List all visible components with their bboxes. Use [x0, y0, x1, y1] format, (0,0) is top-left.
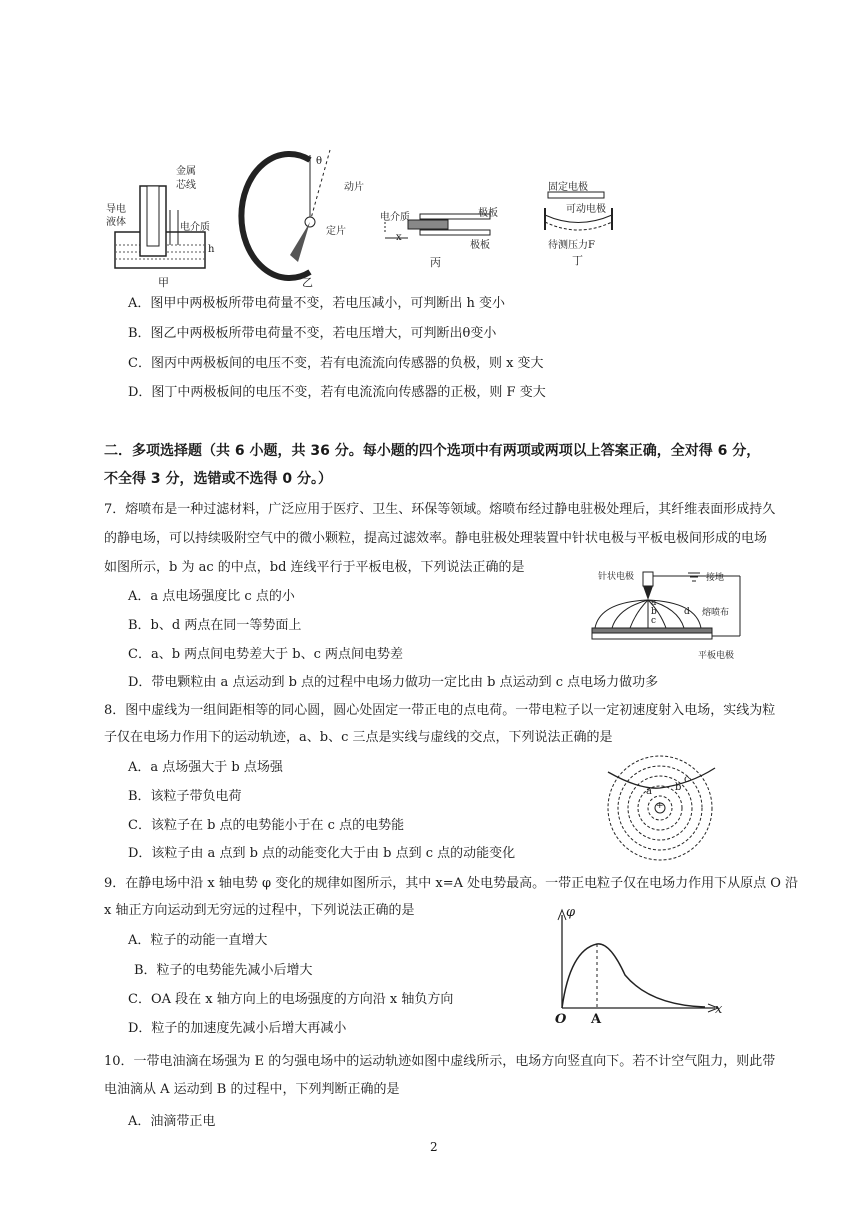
jia-metal-label2: 芯线 [176, 180, 196, 191]
q7-point-b: b [651, 607, 657, 617]
q8-point-c: c [684, 774, 690, 785]
q9-option-c: C．OA 段在 x 轴方向上的电场强度的方向沿 x 轴负方向 [128, 992, 454, 1007]
q8-charge-plus: + [656, 801, 664, 811]
q8-stem-1: 8．图中虚线为一组间距相等的同心圆，圆心处固定一带正电的点电荷。一带电粒子以一定初速度射入电场，实线为粒 [104, 703, 776, 718]
q7-point-a: a [651, 598, 657, 608]
ding-caption: 丁 [572, 254, 583, 267]
q7-plate-label: 平板电极 [698, 651, 735, 661]
q8-option-d: D．该粒子由 a 点到 b 点的动能变化大于由 b 点到 c 点的动能变化 [128, 846, 516, 861]
q7-option-a: A．a 点电场强度比 c 点的小 [128, 589, 295, 604]
jia-conductive-label: 导电 [106, 204, 126, 215]
q10-option-a: A．油滴带正电 [128, 1114, 216, 1129]
bing-plate1-label: 极板 [478, 208, 498, 219]
q9-x-label: x [715, 1002, 723, 1017]
jia-metal-label: 金属 [176, 166, 196, 177]
jia-conductive-label2: 液体 [106, 217, 126, 228]
yi-theta-label: θ [316, 156, 323, 167]
jia-dielectric-label: 电介质 [180, 222, 210, 233]
yi-moving-label: 动片 [344, 182, 364, 193]
q9-stem-2: x 轴正方向运动到无穷远的过程中，下列说法正确的是 [104, 903, 415, 918]
q7-option-c: C．a、b 两点间电势差大于 b、c 两点间电势差 [128, 647, 404, 662]
q8-option-b: B．该粒子带负电荷 [128, 789, 242, 804]
q8-stem-2: 子仅在电场力作用下的运动轨迹，a、b、c 三点是实线与虚线的交点，下列说法正确的是 [104, 730, 613, 745]
q7-stem-3: 如图所示，b 为 ac 的中点，bd 连线平行于平板电极，下列说法正确的是 [104, 560, 525, 575]
q6-option-c: C．图丙中两极板间的电压不变，若有电流流向传感器的负极，则 x 变大 [128, 356, 544, 371]
q7-point-d: d [684, 607, 690, 617]
section2-heading-line2: 不全得 3 分，选错或不选得 0 分。） [104, 471, 332, 487]
jia-h-label: h [208, 244, 215, 255]
bing-x-label: x [396, 232, 402, 243]
yi-fixed-label: 定片 [326, 226, 346, 237]
ding-fixed-label: 固定电极 [548, 182, 588, 193]
q9-a-label: A [591, 1012, 602, 1027]
q9-option-b: B．粒子的电势能先减小后增大 [134, 963, 313, 978]
q8-option-c: C．该粒子在 b 点的电势能小于在 c 点的电势能 [128, 818, 405, 833]
bing-plate2-label: 极板 [470, 240, 490, 251]
q9-option-a: A．粒子的动能一直增大 [128, 933, 268, 948]
q10-stem-2: 电油滴从 A 运动到 B 的过程中，下列判断正确的是 [104, 1082, 400, 1097]
q7-stem-1: 7．熔喷布是一种过滤材料，广泛应用于医疗、卫生、环保等领域。熔喷布经过静电驻极处理后，其纤维表面形成持久 [104, 502, 776, 517]
q9-phi-label: φ [566, 905, 576, 920]
bing-dielectric-label: 电介质 [380, 212, 410, 223]
section2-heading-line1: 二．多项选择题（共 6 小题，共 36 分。每小题的四个选项中有两项或两项以上答案正确，全对得 6 分， [104, 443, 761, 459]
q7-option-b: B．b、d 两点在同一等势面上 [128, 618, 302, 633]
q7-point-c: c [651, 616, 657, 626]
q9-origin-label: O [555, 1012, 567, 1027]
q6-option-d: D．图丁中两极板间的电压不变，若有电流流向传感器的正极，则 F 变大 [128, 385, 546, 400]
q9-stem-1: 9．在静电场中沿 x 轴电势 φ 变化的规律如图所示，其中 x=A 处电势最高。一带正电粒子仅在电场力作用下从原点 O 沿 [104, 876, 799, 891]
q7-ground-label: 接地 [706, 573, 725, 583]
q8-option-a: A．a 点场强大于 b 点场强 [128, 760, 283, 775]
q8-point-b: b [675, 782, 682, 793]
q7-needle-label: 针状电极 [598, 572, 635, 582]
yi-caption: 乙 [302, 276, 313, 289]
jia-caption: 甲 [158, 276, 169, 289]
q6-option-b: B．图乙中两极板所带电荷量不变，若电压增大，可判断出θ变小 [128, 326, 497, 341]
q9-option-d: D．粒子的加速度先减小后增大再减小 [128, 1021, 347, 1036]
bing-caption: 丙 [430, 256, 441, 269]
q7-option-d: D．带电颗粒由 a 点运动到 b 点的过程中电场力做功一定比由 b 点运动到 c 点电场力做功多 [128, 675, 659, 690]
ding-pressure-label: 待测压力F [548, 240, 595, 251]
page-number: 2 [430, 1140, 438, 1154]
ding-movable-label: 可动电极 [566, 204, 606, 215]
q10-stem-1: 10．一带电油滴在场强为 E 的匀强电场中的运动轨迹如图中虚线所示，电场方向竖直向下。若不计空气阻力，则此带 [104, 1054, 776, 1069]
q8-point-a: a [646, 786, 652, 797]
q6-option-a: A．图甲中两极板所带电荷量不变，若电压减小，可判断出 h 变小 [128, 296, 506, 311]
q7-meltblown-label: 熔喷布 [702, 608, 730, 618]
q7-stem-2: 的静电场，可以持续吸附空气中的微小颗粒，提高过滤效率。静电驻极处理装置中针状电极与平板电极间形成的电场 [104, 531, 768, 546]
